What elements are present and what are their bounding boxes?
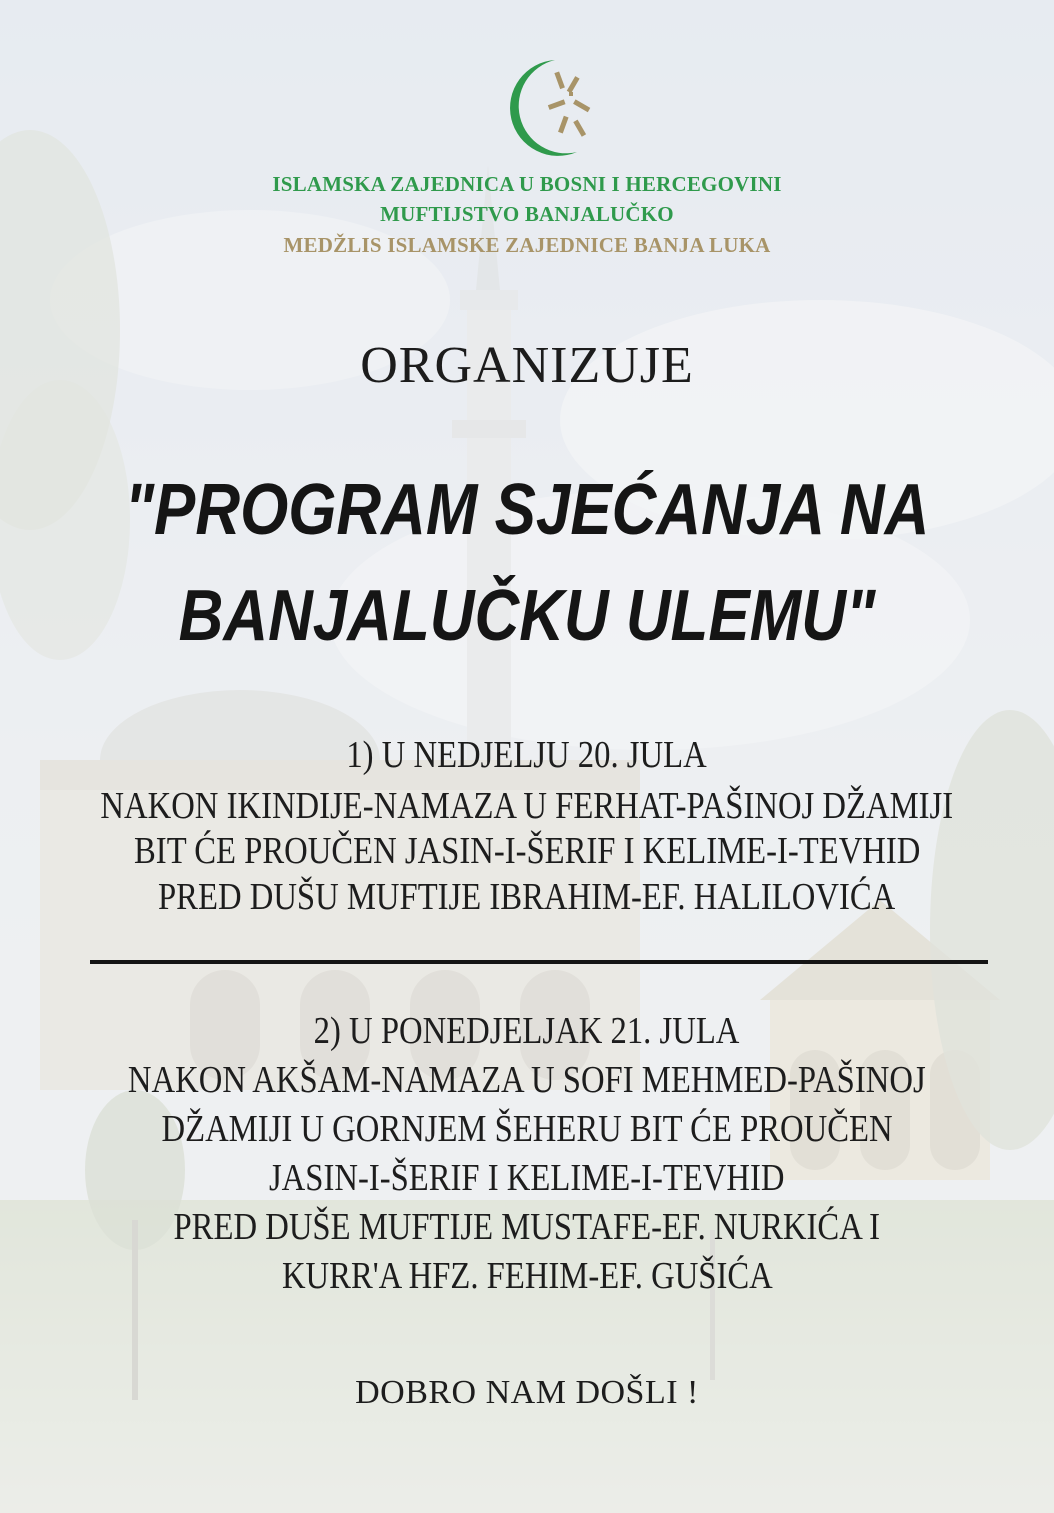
event2-line-2: NAKON AKŠAM-NAMAZA U SOFI MEHMED-PAŠINOJ <box>128 1059 926 1101</box>
section-divider <box>90 960 988 964</box>
event2-line-5: PRED DUŠE MUFTIJE MUSTAFE-EF. NURKIĆA I <box>173 1206 881 1248</box>
event1-line-3: BIT ĆE PROUČEN JASIN-I-ŠERIF I KELIME-I-TEVHID <box>133 830 921 872</box>
event2-line-4: JASIN-I-ŠERIF I KELIME-I-TEVHID <box>269 1157 785 1199</box>
event2-line-6: KURR'A HFZ. FEHIM-EF. GUŠIĆA <box>281 1255 773 1297</box>
crescent-star-logo-icon <box>497 56 607 160</box>
event1-line-4: PRED DUŠU MUFTIJE IBRAHIM-EF. HALILOVIĆA <box>158 876 896 918</box>
council-name: MEDŽLIS ISLAMSKE ZAJEDNICE BANJA LUKA <box>283 233 771 257</box>
event1-line-2: NAKON IKINDIJE-NAMAZA U FERHAT-PAŠINOJ DŽAMIJI <box>100 785 954 827</box>
event1-line-1: 1) U NEDJELJU 20. JULA <box>346 734 708 776</box>
muftiate-name: MUFTIJSTVO BANJALUČKO <box>380 202 674 226</box>
event2-line-1: 2) U PONEDJELJAK 21. JULA <box>314 1010 740 1052</box>
program-title-line-2: BANJALUČKU ULEMU" <box>178 576 876 656</box>
welcome-text: DOBRO NAM DOŠLI ! <box>355 1374 699 1411</box>
event2-line-3: DŽAMIJI U GORNJEM ŠEHERU BIT ĆE PROUČEN <box>161 1108 893 1150</box>
organization-name: ISLAMSKA ZAJEDNICA U BOSNI I HERCEGOVINI <box>272 172 782 196</box>
program-title-line-1: "PROGRAM SJEĆANJA NA <box>124 470 930 550</box>
intro-text: ORGANIZUJE <box>360 337 694 394</box>
